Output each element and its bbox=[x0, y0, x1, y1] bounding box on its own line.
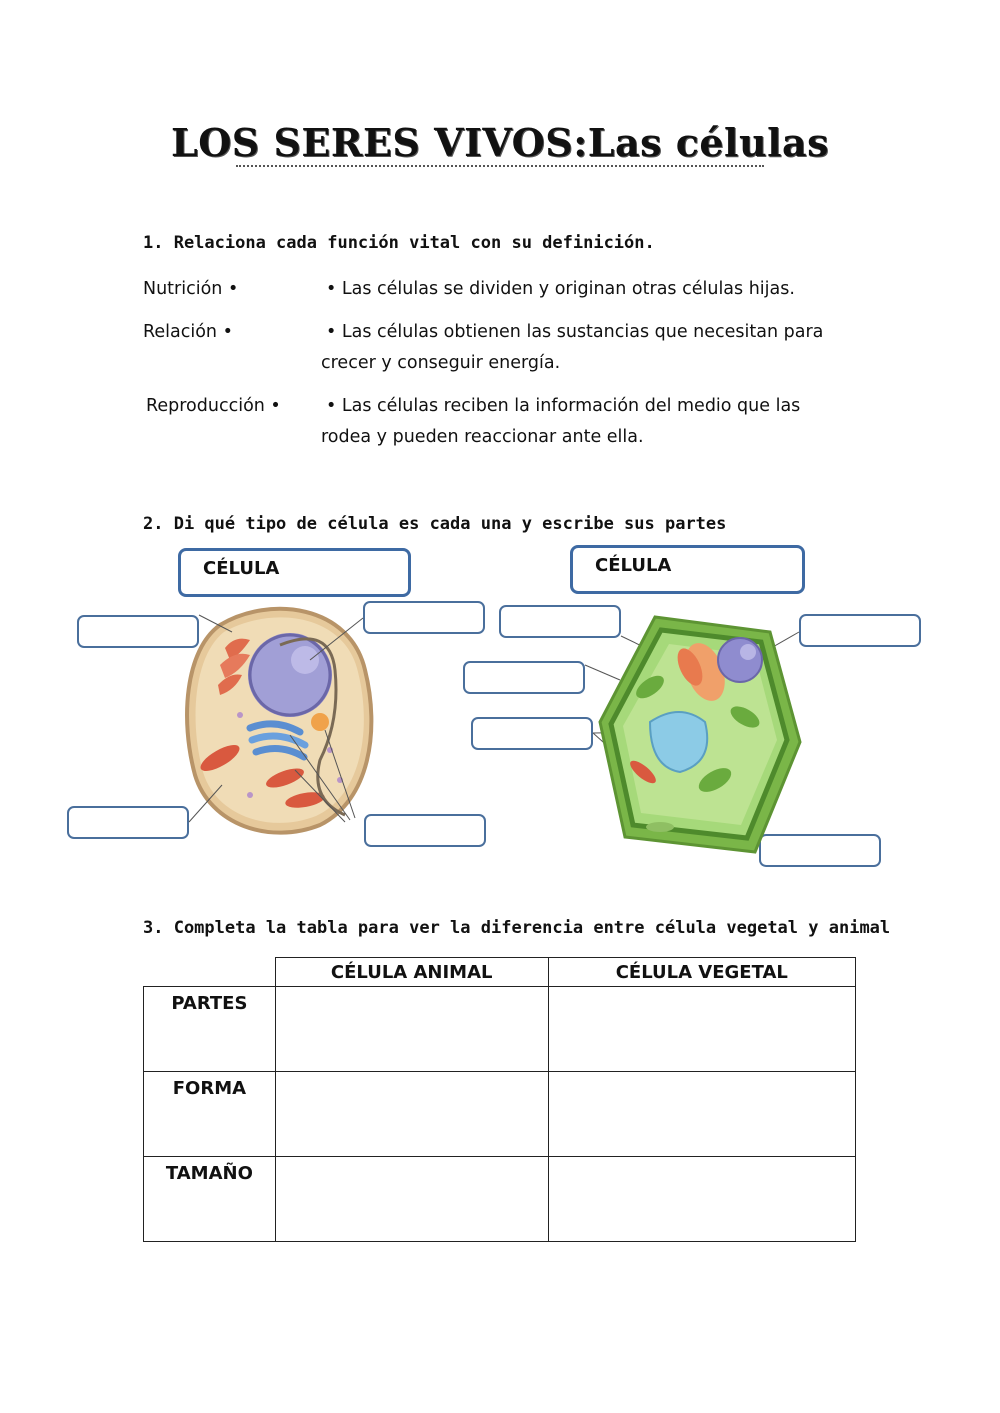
plant-cell-illustration bbox=[595, 612, 805, 857]
q1-def-3b: rodea y pueden reaccionar ante ella. bbox=[321, 427, 644, 447]
q1-term-reproduccion: Reproducción • bbox=[146, 396, 281, 416]
cell-partes-animal[interactable] bbox=[275, 987, 548, 1072]
table-row bbox=[144, 1157, 856, 1242]
q1-term-nutricion: Nutrición • bbox=[143, 279, 239, 299]
cell-forma-vegetal[interactable] bbox=[548, 1072, 855, 1157]
table-row bbox=[144, 1072, 856, 1157]
col-header-vegetal: CÉLULA VEGETAL bbox=[548, 958, 855, 987]
row-header-forma: FORMA bbox=[144, 1072, 276, 1157]
row-header-tamano: TAMAÑO bbox=[144, 1157, 276, 1242]
table-header-row bbox=[144, 958, 856, 987]
col-header-animal: CÉLULA ANIMAL bbox=[275, 958, 548, 987]
cell-partes-vegetal[interactable] bbox=[548, 987, 855, 1072]
row-header-partes: PARTES bbox=[144, 987, 276, 1072]
comparison-table bbox=[143, 957, 856, 1242]
q2-heading: 2. Di qué tipo de célula es cada una y escribe sus partes bbox=[143, 514, 727, 534]
cell-tamano-animal[interactable] bbox=[275, 1157, 548, 1242]
animal-cell-type-label: CÉLULA bbox=[203, 558, 280, 579]
q1-def-2a: • Las células obtienen las sustancias que necesitan para bbox=[326, 322, 824, 342]
cell-forma-animal[interactable] bbox=[275, 1072, 548, 1157]
table-row bbox=[144, 987, 856, 1072]
q3-heading: 3. Completa la tabla para ver la diferencia entre célula vegetal y animal bbox=[143, 918, 891, 938]
plant-cell-type-label: CÉLULA bbox=[595, 555, 672, 576]
q1-term-relacion: Relación • bbox=[143, 322, 233, 342]
table-corner-cell bbox=[144, 958, 276, 987]
q1-def-3a: • Las células reciben la información del medio que las bbox=[326, 396, 801, 416]
q1-def-2b: crecer y conseguir energía. bbox=[321, 353, 561, 373]
page-title: LOS SERES VIVOS:Las células bbox=[170, 120, 830, 165]
q1-heading: 1. Relaciona cada función vital con su definición. bbox=[143, 233, 655, 253]
q1-def-1: • Las células se dividen y originan otras células hijas. bbox=[326, 279, 795, 299]
cell-tamano-vegetal[interactable] bbox=[548, 1157, 855, 1242]
